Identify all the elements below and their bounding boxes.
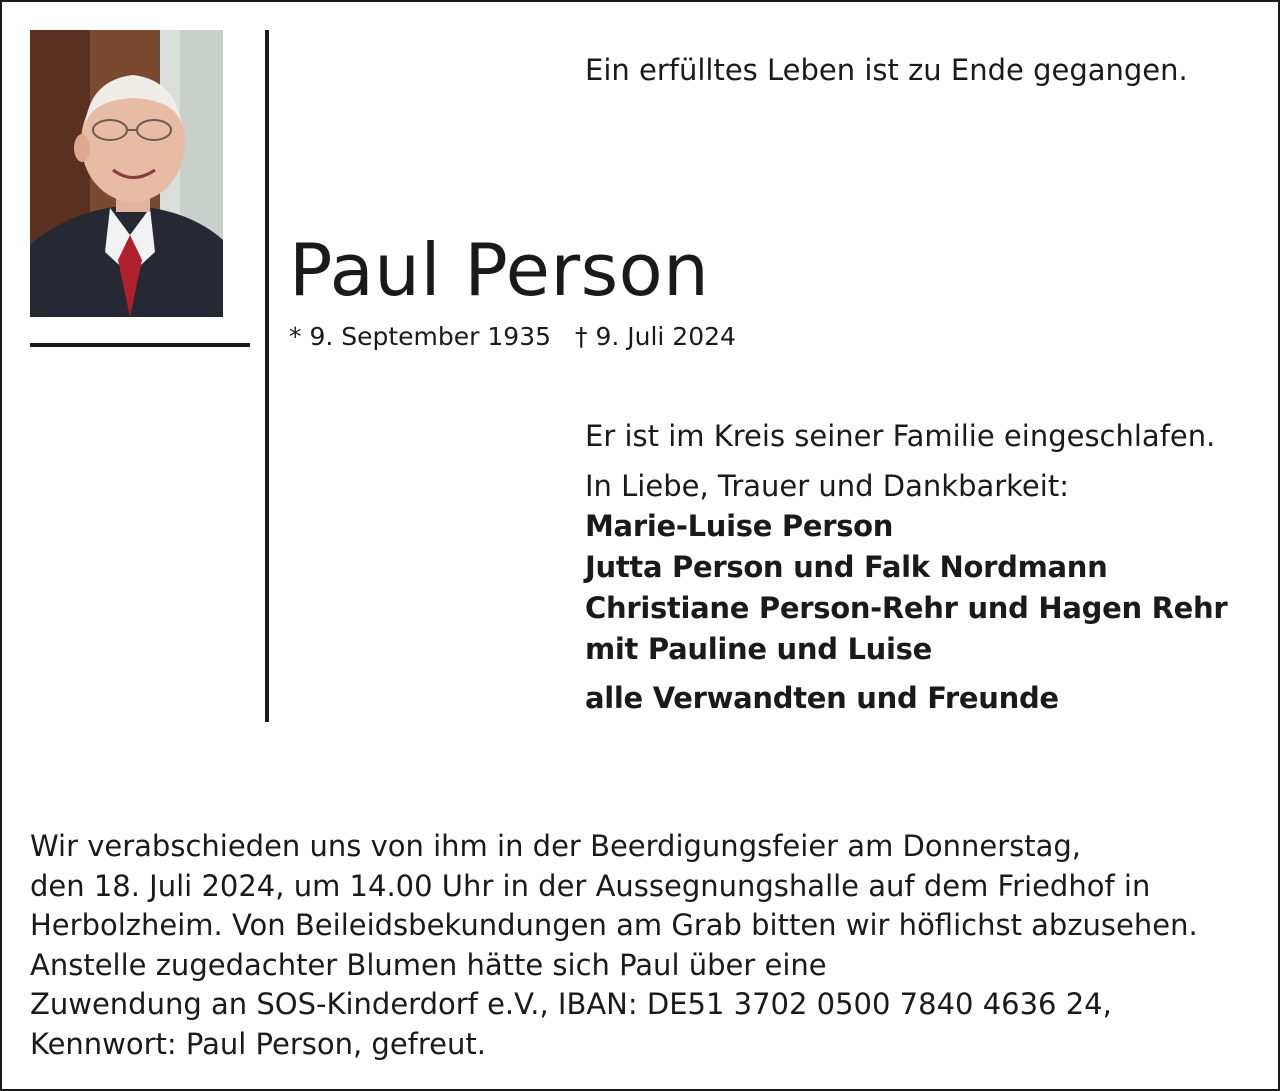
portrait-image — [30, 30, 223, 317]
love-line: In Liebe, Trauer und Dankbarkeit: — [585, 469, 1069, 503]
funeral-line: Wir verabschieden uns von ihm in der Beerdigungsfeier am Donnerstag, — [30, 829, 1082, 863]
funeral-line: Anstelle zugedachter Blumen hätte sich Paul über eine — [30, 947, 827, 982]
passed-text: Er ist im Kreis seiner Familie eingeschlafen. — [585, 419, 1216, 453]
funeral-information — [30, 827, 1260, 1065]
funeral-line: Kennwort: Paul Person, gefreut. — [30, 1026, 486, 1061]
mourners-block — [585, 416, 1275, 719]
vertical-divider — [265, 30, 269, 722]
mourner-line: Jutta Person und Falk Nordmann — [585, 550, 1108, 584]
funeral-line: Zuwendung an SOS-Kinderdorf e.V., IBAN: DE51 3702 0500 7840 4636 24, — [30, 987, 1112, 1022]
mourner-line: mit Pauline und Luise — [585, 632, 932, 666]
relatives-line: alle Verwandten und Freunde — [585, 681, 1059, 715]
photo-divider — [30, 343, 250, 347]
funeral-line: Herbolzheim. Von Beileidsbekundungen am Grab bitten wir höflichst abzusehen. — [30, 908, 1198, 943]
motto-text: Ein erfülltes Leben ist zu Ende gegangen. — [585, 53, 1188, 87]
portrait-photo — [30, 30, 223, 317]
deceased-name: Paul Person — [289, 228, 710, 312]
mourner-line: Christiane Person-Rehr und Hagen Rehr — [585, 591, 1228, 625]
life-dates — [289, 320, 736, 354]
funeral-line: den 18. Juli 2024, um 14.00 Uhr in der Aussegnungshalle auf dem Friedhof in — [30, 868, 1151, 903]
death-date: † 9. Juli 2024 — [575, 322, 736, 351]
birth-date: * 9. September 1935 — [289, 322, 551, 351]
mourner-line: Marie-Luise Person — [585, 509, 894, 543]
